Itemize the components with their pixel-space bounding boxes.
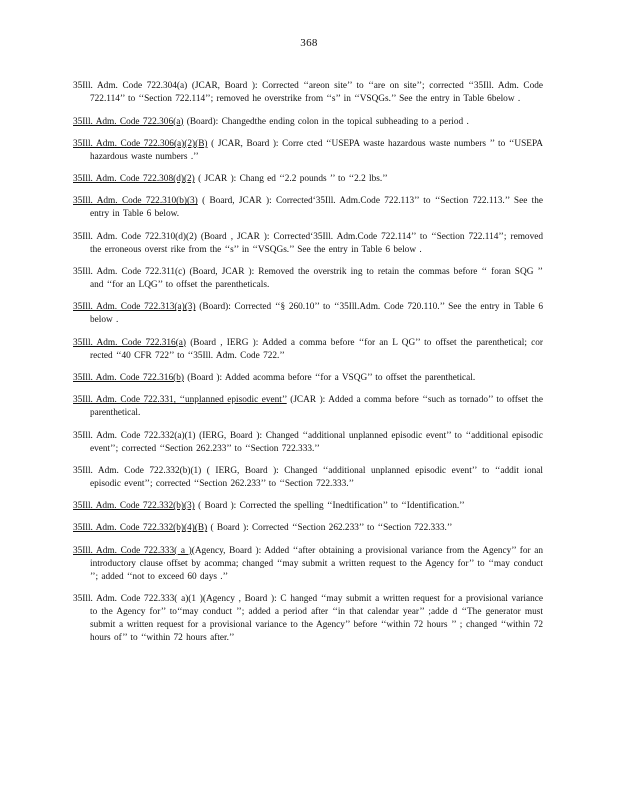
entry-text: ( JCAR, Board ): Corre cted ‘‘USEPA waste hazardous waste numbers ’’ to ‘‘USEPA hazardous waste numbers .’’ [90,138,543,162]
entry-citation: 35Ill. Adm. Code 722.308(d)(2) [73,174,195,185]
entry-citation: 35Ill. Adm. Code 722.331, ‘‘unplanned episodic event’’ [73,395,287,406]
change-entry [73,80,543,106]
change-entry [73,430,543,456]
entry-text: (Board ): Added acomma before ‘‘for a VSQG’’ to offset the parenthetical. [183,372,476,383]
page-number: 368 [300,37,318,49]
entry-text: 35Ill. Adm. Code 722.333( a)(1 )(Agency , Board ): C hanged ‘‘may submit a written request for a provisional variance to the Agency for’’ to‘‘may conduct ’’; added a period after ‘‘in that calendar year’’ ;adde d ‘‘The generator must submit a written request for a provisional variance to the Agency’’ before ‘‘within 72 hours ’’ ; changed ‘‘within 72 hours of’’ to ‘‘within 72 hours after.’’ [73,594,543,644]
change-entry-list [73,71,543,650]
change-entry [73,372,543,385]
entry-citation: 35Ill. Adm. Code 722.332(b)(3) [73,501,195,512]
entry-text: (Agency, Board ): Added ‘‘after obtaining a provisional variance from the Agency’’ for an introductory clause offset by acomma; changed ‘‘may submit a written request to the Agency for’’ to ‘‘may conduct ’’; added ‘‘not to exceed 60 days .’’ [90,545,543,582]
change-entry [73,195,543,221]
change-entry [73,394,543,420]
change-entry [73,545,543,584]
entry-citation: 35Ill. Adm. Code 722.306(a)(2)(B) [73,138,208,149]
entry-text: ( Board ): Corrected the spelling ‘‘Inedtification’’ to ‘‘Identification.’’ [194,501,465,512]
change-entry [73,266,543,292]
entry-citation: 35Ill. Adm. Code 722.310(b)(3) [73,196,198,207]
entry-citation: 35Ill. Adm. Code 722.306(a) [73,116,184,127]
entry-text: 35Ill. Adm. Code 722.332(a)(1) (IERG, Board ): Changed ‘‘additional unplanned episodic event’’ to ‘‘additional episodic event’’; corrected ‘‘Section 262.233’’ to ‘‘Section 722.333.’’ [73,430,543,454]
entry-text: 35Ill. Adm. Code 722.332(b)(1) ( IERG, Board ): Changed ‘‘additional unplanned episodic event’’ to ‘‘addit ional episodic event’’; corrected ‘‘Section 262.233’’ to ‘‘Section 722.333.’’ [73,465,543,489]
change-entry [73,116,543,129]
entry-text: (Board , IERG ): Added a comma before ‘‘for an L QG’’ to offset the parenthetical; cor rected ‘‘40 CFR 722’’ to ‘‘35Ill. Adm. Code 722.’’ [90,337,543,361]
entry-citation: 35Ill. Adm. Code 722.313(a)(3) [73,302,196,313]
entry-citation: 35Ill. Adm. Code 722.316(b) [73,372,184,383]
change-entry [73,500,543,513]
change-entry [73,465,543,491]
entry-text: ( Board, JCAR ): Corrected‘35Ill. Adm.Code 722.113’’ to ‘‘Section 722.113.’’ See the entry in Table 6 below. [90,196,543,220]
entry-text: 35Ill. Adm. Code 722.310(d)(2) (Board , JCAR ): Corrected‘35Ill. Adm.Code 722.114’’ to ‘‘Section 722.114’’; removed the erroneous overst rike from the ‘‘s’’ in ‘‘VSQGs.’’ See the entry in Table 6 below . [73,231,543,255]
entry-text: ( Board ): Corrected ‘‘Section 262.233’’ to ‘‘Section 722.333.’’ [207,523,453,534]
change-entry [73,231,543,257]
entry-text: (JCAR ): Added a comma before ‘‘such as tornado’’ to offset the parenthetical. [90,395,543,419]
entry-citation: 35Ill. Adm. Code 722.332(b)(4)(B) [73,523,208,534]
entry-text: 35Ill. Adm. Code 722.311(c) (Board, JCAR ): Removed the overstrik ing to retain the commas before ‘‘ foran SQG ’’ and ‘‘for an LQG’’ to offset the parentheticals. [73,267,543,291]
change-entry [73,522,543,535]
entry-text: 35Ill. Adm. Code 722.304(a) (JCAR, Board ): Corrected ‘‘areon site’’ to ‘‘are on site’’; corrected ‘‘35Ill. Adm. Code 722.114’’ to ‘‘Section 722.114’’; removed he overstrike from ‘‘s’’ in ‘‘VSQGs.’’ See the entry in Table 6below . [73,81,543,105]
entry-text: ( JCAR ): Chang ed ‘‘2.2 pounds ’’ to ‘‘2.2 lbs.’’ [194,174,388,185]
change-entry [73,173,543,186]
entry-text: (Board): Corrected ‘‘§ 260.10’’ to ‘‘35Ill.Adm. Code 720.110.’’ See the entry in Table 6 below . [90,302,543,326]
entry-citation: 35Ill. Adm. Code 722.333( a ) [73,545,192,556]
change-entry [73,301,543,327]
change-entry [73,337,543,363]
entry-citation: 35Ill. Adm. Code 722.316(a) [73,337,187,348]
change-entry [73,138,543,164]
change-entry [73,593,543,645]
entry-text: (Board): Changedthe ending colon in the topical subheading to a period . [183,116,469,127]
